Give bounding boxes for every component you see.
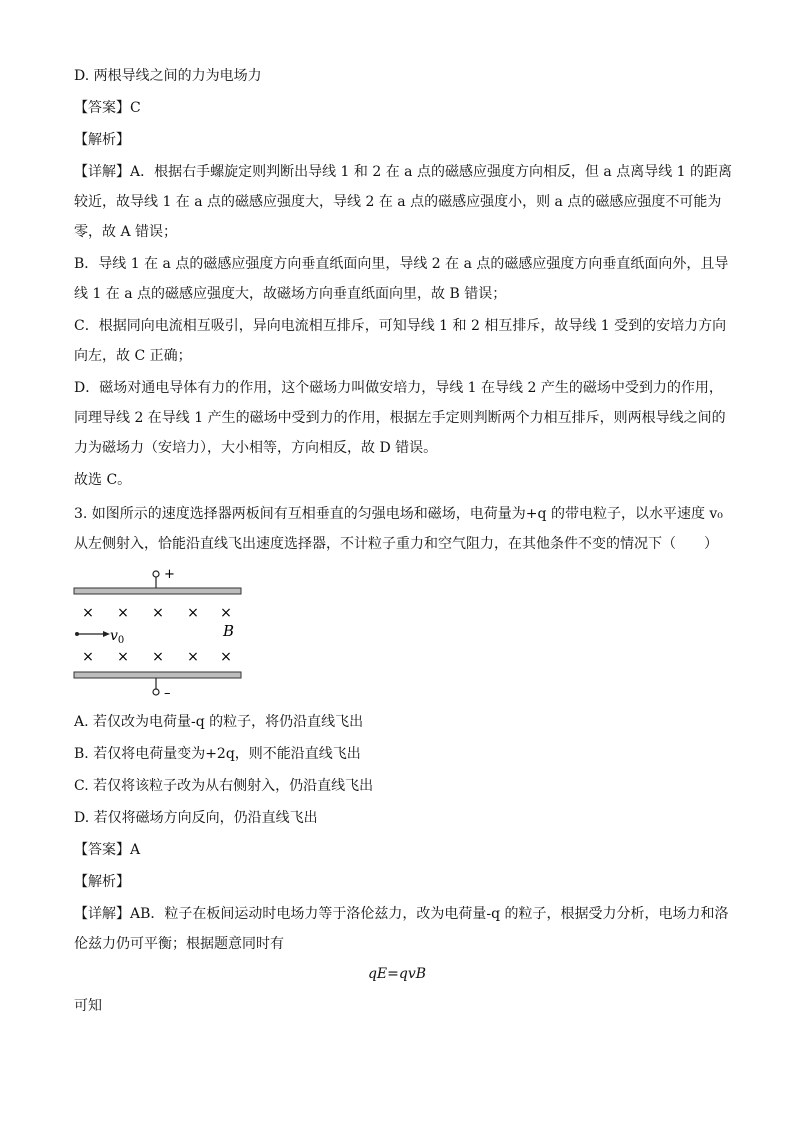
q2-answer: 【答案】C xyxy=(74,100,141,116)
top-terminal xyxy=(153,571,159,577)
q3-answer: 【答案】A xyxy=(74,842,141,858)
q2-detail-line: 向左，故 C 正确； xyxy=(74,348,192,364)
q3-option-d: D. 若仅将磁场方向反向，仍沿直线飞出 xyxy=(74,810,318,826)
b-field-cross: × xyxy=(152,649,164,665)
q2-detail-line: 【详解】A．根据右手螺旋定则判断出导线 1 和 2 在 a 点的磁感应强度方向相反，但 a 点离导线 1 的距离 xyxy=(74,164,733,180)
q3-option-a: A. 若仅改为电荷量-q 的粒子，将仍沿直线飞出 xyxy=(74,714,364,730)
b-field-cross: × xyxy=(187,649,199,665)
bottom-plate xyxy=(74,672,241,678)
q2-detail-line: C．根据同向电流相互吸引，异向电流相互排斥，可知导线 1 和 2 相互排斥，故导线 1 受到的安培力方向 xyxy=(74,318,727,334)
minus-label: – xyxy=(164,686,171,701)
b-field-cross: × xyxy=(187,605,199,621)
b-field-cross: × xyxy=(82,649,94,665)
q2-conclusion: 故选 C。 xyxy=(74,472,132,488)
plus-label: + xyxy=(164,567,175,582)
q2-detail-line: 力为磁场力（安培力），大小相等，方向相反，故 D 错误。 xyxy=(74,440,438,456)
q3-stem-line: 3. 如图所示的速度选择器两板间有互相垂直的匀强电场和磁场，电荷量为+q 的带电粒子，以水平速度 v₀ xyxy=(74,506,723,522)
q3-option-c: C. 若仅将该粒子改为从右侧射入，仍沿直线飞出 xyxy=(74,778,374,794)
b-field-cross: × xyxy=(152,605,164,621)
b-field-cross: × xyxy=(117,605,129,621)
q3-stem-line: 从左侧射入，恰能沿直线飞出速度选择器，不计粒子重力和空气阻力，在其他条件不变的情况下（ ） xyxy=(74,536,718,552)
q2-detail-line: 同理导线 2 在导线 1 产生的磁场中受到力的作用，根据左手定则判断两个力相互排斥，则两根导线之间的 xyxy=(74,410,726,426)
q2-detail-line: 较近，故导线 1 在 a 点的磁感应强度大，导线 2 在 a 点的磁感应强度小，则 a 点的磁感应强度不可能为 xyxy=(74,194,722,210)
b-field-label: B xyxy=(223,622,235,640)
bottom-terminal xyxy=(153,689,159,695)
q2-analysis-label: 【解析】 xyxy=(74,132,130,148)
q2-detail-line: D．磁场对通电导体有力的作用，这个磁场力叫做安培力，导线 1 在导线 2 产生的磁场中受到力的作用， xyxy=(74,380,723,396)
q2-detail-line: B．导线 1 在 a 点的磁感应强度方向垂直纸面向里，导线 2 在 a 点的磁感应强度方向垂直纸面向外，且导 xyxy=(74,256,729,272)
top-plate xyxy=(74,588,241,594)
b-field-cross: × xyxy=(117,649,129,665)
b-field-cross: × xyxy=(220,649,232,665)
q3-option-b: B. 若仅将电荷量变为+2q，则不能沿直线飞出 xyxy=(74,746,361,762)
b-field-cross: × xyxy=(220,605,232,621)
velocity-selector-figure xyxy=(60,562,260,702)
velocity-arrow xyxy=(103,631,110,637)
prev-option-d: D. 两根导线之间的力为电场力 xyxy=(74,68,262,84)
q3-analysis-label: 【解析】 xyxy=(74,874,130,890)
b-field-cross: × xyxy=(82,605,94,621)
q2-detail-line: 线 1 在 a 点的磁感应强度大，故磁场方向垂直纸面向里，故 B 错误； xyxy=(74,286,507,302)
q3-last-line: 可知 xyxy=(74,998,102,1014)
velocity-label: $v_0$ xyxy=(110,628,125,646)
q3-detail-line: 【详解】AB．粒子在板间运动时电场力等于洛伦兹力，改为电荷量-q 的粒子，根据受力分析，电场力和洛 xyxy=(74,906,729,922)
q3-equation: qE=qvB xyxy=(367,966,427,982)
q3-detail-line: 伦兹力仍可平衡；根据题意同时有 xyxy=(74,936,284,952)
q2-detail-line: 零，故 A 错误； xyxy=(74,224,178,240)
